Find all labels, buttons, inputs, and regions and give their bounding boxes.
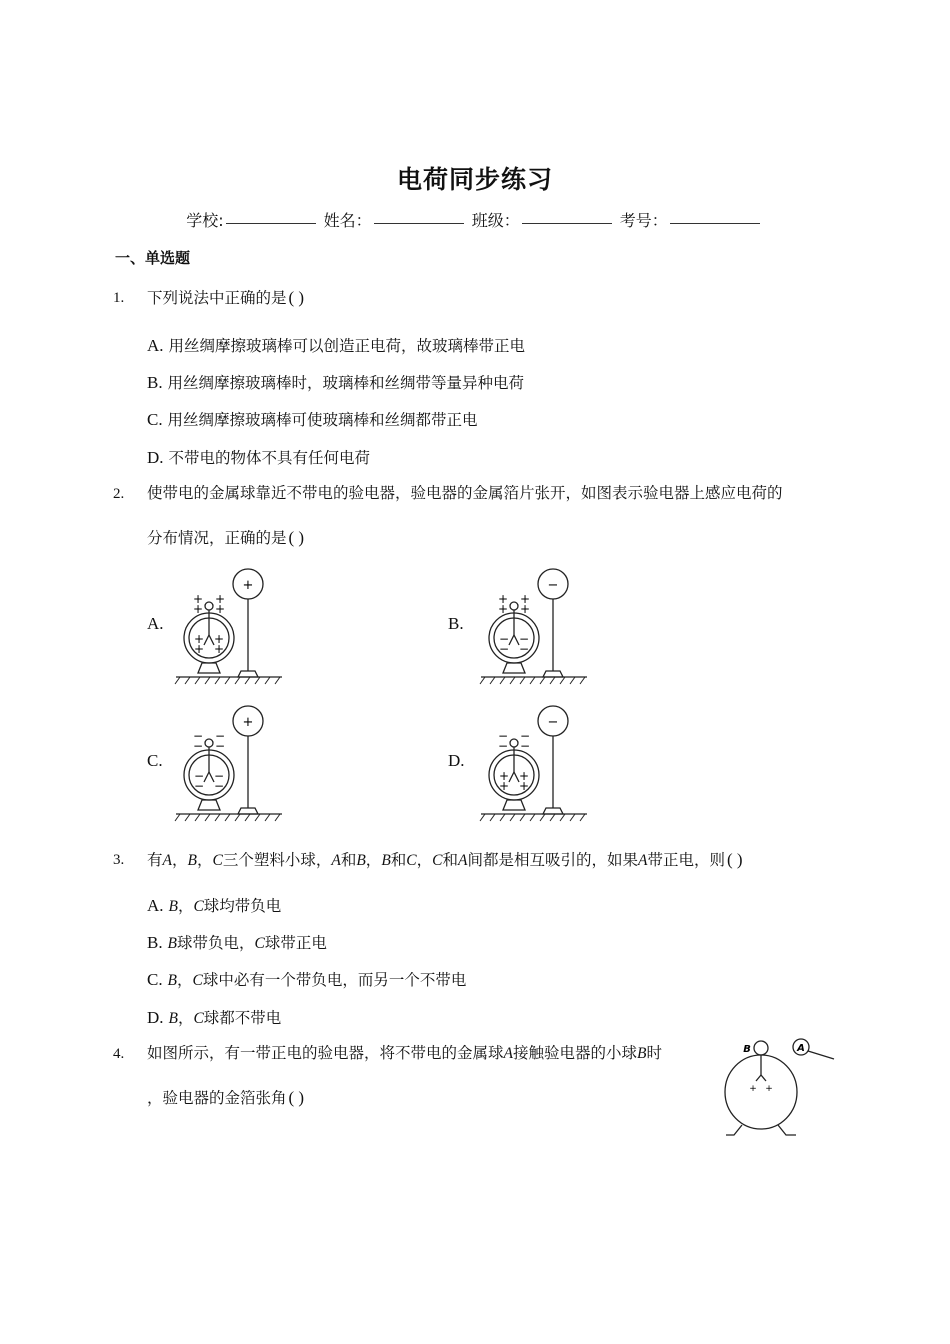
charge-sign: − <box>497 729 509 743</box>
electroscope-figure-d <box>475 702 595 827</box>
q4-number: 4. <box>113 1046 125 1062</box>
q3-text: 和 <box>390 851 407 869</box>
class-blank[interactable] <box>522 208 612 224</box>
ball-charge-sign: − <box>547 578 559 593</box>
q1-option-a <box>147 334 525 356</box>
q1-answer-paren: ( ) <box>288 288 305 307</box>
charge-sign: − <box>519 739 531 753</box>
name-blank[interactable] <box>374 208 464 224</box>
charge-sign: + <box>192 592 204 606</box>
charge-sign: + <box>192 602 204 616</box>
charge-sign: − <box>213 769 225 783</box>
option-letter: C. <box>147 970 163 989</box>
charge-sign: − <box>214 739 226 753</box>
charge-sign: + <box>518 769 530 783</box>
q3-option-c <box>147 968 466 990</box>
q3-text: ， <box>171 851 188 869</box>
charge-sign: − <box>192 739 204 753</box>
option-letter: B. <box>147 933 163 952</box>
class-label: 班级： <box>471 211 520 230</box>
ball-a-label: A <box>458 852 468 869</box>
charge-sign: − <box>519 729 531 743</box>
option-text: ， <box>177 971 193 989</box>
q3-stem <box>147 840 743 881</box>
ball-charge-sign: + <box>242 715 254 730</box>
q3-text: 三个塑料小球， <box>222 851 332 869</box>
q1-option-b <box>147 371 524 393</box>
ball-a-label: A <box>638 852 648 869</box>
charge-sign: + <box>519 602 531 616</box>
q2-answer-paren: ( ) <box>288 528 305 547</box>
charge-sign: + <box>214 592 226 606</box>
charge-sign: + <box>213 632 225 646</box>
charge-sign: − <box>213 779 225 793</box>
page-title: 电荷同步练习 <box>396 165 553 194</box>
q2-label-c: C. <box>147 751 163 770</box>
q2-label-d: D. <box>448 751 465 770</box>
option-text: 用丝绸摩擦玻璃棒可以创造正电荷，故玻璃棒带正电 <box>168 337 525 355</box>
q3-text: 有 <box>147 851 163 869</box>
ball-c-label: C <box>212 852 223 869</box>
ball-b-label: B <box>168 898 178 915</box>
q3-text: 和 <box>340 851 357 869</box>
charge-sign: − <box>214 729 226 743</box>
option-text: 不带电的物体不具有任何电荷 <box>168 449 370 467</box>
electroscope-figure-a <box>170 565 290 690</box>
q3-number: 3. <box>113 852 125 868</box>
ball-b-label: B <box>637 1045 647 1062</box>
q2-text: 分布情况，正确的是 <box>147 529 287 547</box>
charge-sign: − <box>518 632 530 646</box>
charge-sign: + <box>498 769 510 783</box>
q4-text: 时 <box>646 1044 662 1062</box>
option-letter: A. <box>147 896 164 915</box>
charge-sign: − <box>193 769 205 783</box>
electroscope-figure-q4 <box>720 1035 840 1145</box>
option-text: 球都不带电 <box>203 1009 282 1027</box>
ball-b-label: B <box>167 935 177 952</box>
q4-stem-line2 <box>147 1078 304 1118</box>
school-blank[interactable] <box>226 208 316 224</box>
exam-no-blank[interactable] <box>670 208 760 224</box>
ball-c-label: C <box>406 852 417 869</box>
q1-number: 1. <box>113 290 125 306</box>
q4-text: 接触验电器的小球 <box>512 1044 637 1062</box>
q1-stem <box>147 278 304 318</box>
name-label: 姓名： <box>323 211 372 230</box>
charge-sign: − <box>192 729 204 743</box>
electroscope-figure-b <box>475 565 595 690</box>
option-text: 球带正电 <box>264 934 327 952</box>
charge-sign: + <box>214 602 226 616</box>
q2-label-a: A. <box>147 614 164 633</box>
option-text: 球均带负电 <box>203 897 282 915</box>
ball-c-label: C <box>193 1010 204 1027</box>
ball-b-label: B <box>381 852 391 869</box>
charge-sign: + <box>519 592 531 606</box>
option-text: 用丝绸摩擦玻璃棒时，玻璃棒和丝绸带等量异种电荷 <box>167 374 525 392</box>
ball-b-label: B <box>187 852 197 869</box>
q3-text: ， <box>196 851 213 869</box>
charge-sign: + <box>193 632 205 646</box>
ball-c-label: C <box>254 935 265 952</box>
charge-sign: + <box>749 1084 757 1094</box>
q3-answer-paren: ( ) <box>726 850 743 869</box>
charge-sign: + <box>213 642 225 656</box>
q3-option-b <box>147 931 327 953</box>
option-letter: D. <box>147 1008 164 1027</box>
charge-sign: + <box>498 779 510 793</box>
ball-a-label: A <box>162 852 172 869</box>
q3-text: ， <box>416 851 433 869</box>
option-text: 球中必有一个带负电，而另一个不带电 <box>202 971 467 989</box>
option-letter: B. <box>147 373 163 392</box>
ball-b-label: B <box>167 972 177 989</box>
charge-sign: + <box>193 642 205 656</box>
charge-sign: − <box>498 642 510 656</box>
section-heading: 一、单选题 <box>115 249 191 267</box>
q3-text: 带正电，则 <box>647 851 725 869</box>
charge-sign: − <box>498 632 510 646</box>
school-label: 学校: <box>186 211 224 230</box>
charge-sign: + <box>497 592 509 606</box>
ball-charge-sign: − <box>547 715 559 730</box>
q3-option-a <box>147 894 281 916</box>
q2-stem-line1: 使带电的金属球靠近不带电的验电器，验电器的金属箔片张开，如图表示验电器上感应电荷的 <box>147 484 783 502</box>
option-letter: D. <box>147 448 164 467</box>
ball-a-label: A <box>331 852 341 869</box>
ball-charge-sign: + <box>242 578 254 593</box>
option-text: 用丝绸摩擦玻璃棒可使玻璃棒和丝绸都带正电 <box>167 411 478 429</box>
q1-option-d <box>147 446 370 468</box>
q3-option-d <box>147 1006 281 1028</box>
q2-label-b: B. <box>448 614 464 633</box>
q4-answer-paren: ( ) <box>288 1088 305 1107</box>
option-text: ， <box>177 897 194 915</box>
ball-c-label: C <box>192 972 203 989</box>
q1-text: 下列说法中正确的是 <box>147 289 287 307</box>
ball-b-label: B <box>168 1010 178 1027</box>
charge-sign: + <box>497 602 509 616</box>
q3-text: ， <box>365 851 382 869</box>
q4-stem-line1 <box>147 1033 662 1074</box>
student-info-row <box>0 208 950 231</box>
option-text: ， <box>177 1009 194 1027</box>
q3-text: 和 <box>442 851 459 869</box>
q4-text: ，验电器的金箔张角 <box>147 1089 287 1107</box>
charge-sign: + <box>765 1084 773 1094</box>
q1-option-c <box>147 408 478 430</box>
charge-sign: + <box>518 779 530 793</box>
q4-text: 如图所示，有一带正电的验电器，将不带电的金属球 <box>147 1044 504 1062</box>
exam-no-label: 考号： <box>619 211 668 230</box>
option-letter: A. <box>147 336 164 355</box>
q2-number: 2. <box>113 486 125 502</box>
option-text: 球带负电， <box>177 934 255 952</box>
ball-a-label: A <box>503 1045 513 1062</box>
charge-sign: − <box>193 779 205 793</box>
ball-c-label: C <box>193 898 204 915</box>
ball-c-label: C <box>432 852 443 869</box>
charge-sign: − <box>518 642 530 656</box>
electroscope-figure-c <box>170 702 290 827</box>
ball-b-label: B <box>356 852 366 869</box>
q2-stem-line2 <box>147 518 304 558</box>
ball-b-label: B <box>743 1044 751 1055</box>
ball-a-label: A <box>797 1043 805 1054</box>
option-letter: C. <box>147 410 163 429</box>
charge-sign: − <box>497 739 509 753</box>
q3-text: 间都是相互吸引的，如果 <box>467 851 638 869</box>
